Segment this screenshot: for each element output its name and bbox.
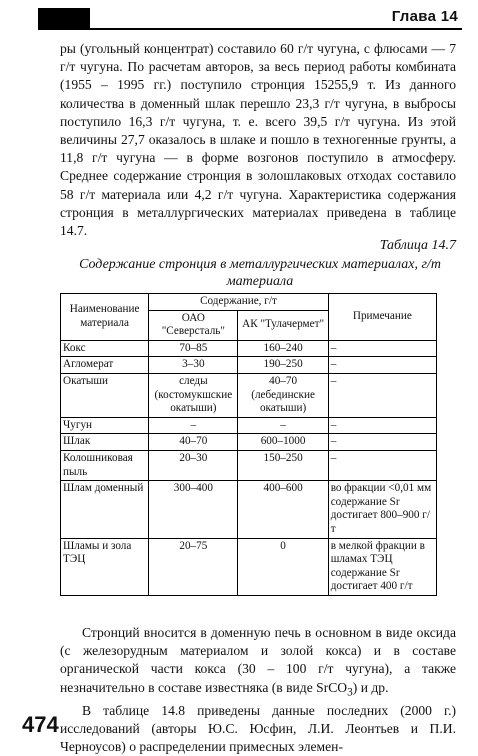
strontium-table bbox=[60, 293, 437, 596]
header-note: Примечание bbox=[328, 294, 436, 341]
material-cell: Кокс bbox=[61, 340, 149, 357]
value-cell: 0 bbox=[238, 538, 328, 595]
page-number: 474 bbox=[22, 712, 59, 737]
value-cell: 20–75 bbox=[149, 538, 238, 595]
value-cell: 300–400 bbox=[149, 481, 238, 538]
value-cell: 40–70 (лебединские окатыши) bbox=[238, 373, 328, 417]
header-severstal: ОАО "Северсталь" bbox=[149, 310, 238, 340]
paragraph-text: В таблице 14.8 приведены данные последних (2000 г.) исследований (авторы Ю.С. Юсфин, Л.И. Леонтьев и П.И. Черноусов) о распределении примесных элемен- bbox=[60, 702, 456, 754]
chapter-title: Глава 14 bbox=[391, 8, 458, 25]
value-cell: 160–240 bbox=[238, 340, 328, 357]
value-cell: следы (костомукшские окатыши) bbox=[149, 373, 238, 417]
subscript: 3 bbox=[347, 686, 353, 699]
value-cell: 20–30 bbox=[149, 450, 238, 480]
value-cell: 150–250 bbox=[238, 450, 328, 480]
material-cell: Шлам доменный bbox=[61, 481, 149, 538]
note-cell: – bbox=[328, 340, 436, 357]
page-header bbox=[38, 8, 456, 34]
header-material: Наименование материала bbox=[61, 294, 149, 341]
table-row bbox=[61, 434, 437, 451]
material-cell: Шлак bbox=[61, 434, 149, 451]
note-cell: во фракции <0,01 мм содержание Sr достигает 800–900 г/т bbox=[328, 481, 436, 538]
table-row bbox=[61, 450, 437, 480]
value-cell: 3–30 bbox=[149, 357, 238, 374]
value-cell: 70–85 bbox=[149, 340, 238, 357]
table-row bbox=[61, 373, 437, 417]
material-cell: Чугун bbox=[61, 417, 149, 434]
value-cell: 400–600 bbox=[238, 481, 328, 538]
paragraph-text-part2: ) и др. bbox=[352, 679, 389, 695]
material-cell: Агломерат bbox=[61, 357, 149, 374]
body-paragraph-1 bbox=[60, 40, 456, 240]
value-cell: 190–250 bbox=[238, 357, 328, 374]
paragraph-text-part1: Стронций вносится в доменную печь в основном в виде оксида (с железорудным материалом и золой кокса) и в составе органической части кокса (30 – 100 г/т чугуна), а также незначительно в составе известняка (в виде SrCO bbox=[60, 625, 456, 695]
value-cell: – bbox=[238, 417, 328, 434]
header-tulachermet: АК "Тулачермет" bbox=[238, 310, 328, 340]
table-caption: Содержание стронция в металлургических материалах, г/т материала bbox=[79, 257, 441, 289]
paragraph-text: ры (угольный концентрат) составило 60 г/т чугуна, с флюсами — 7 г/т чугуна. По расчетам авторов, за весь период работы комбината (1955 – 1995 гг.) поступило стронция 15255,9 т. Из данного количества в доменный шлак перешло 23,3 г/т чугуна, в выбросы поступило 16,3 г/т чугуна, т. е. всего 39,5 г/т чугуна. Из этой величины 27,7 оказалось в шлаке и пошло в техногенные грунты, а 11,8 г/т чугуна — в форме возгонов поступило в атмосферу. Среднее содержание стронция в золошлаковых отходах составило 58 г/т материала или 4,2 г/т чугуна. Характеристика содержания стронция в металлургических материалах приведена в таблице 14.7. bbox=[60, 41, 456, 239]
note-cell: – bbox=[328, 373, 436, 417]
table-number: Таблица 14.7 bbox=[379, 238, 456, 253]
header-content: Содержание, г/т bbox=[149, 294, 328, 311]
material-cell: Окатыши bbox=[61, 373, 149, 417]
note-cell: – bbox=[328, 357, 436, 374]
table-header-row bbox=[61, 294, 437, 311]
material-cell: Колошниковая пыль bbox=[61, 450, 149, 480]
material-cell: Шламы и зола ТЭЦ bbox=[61, 538, 149, 595]
value-cell: – bbox=[149, 417, 238, 434]
paragraph-text bbox=[60, 624, 456, 702]
value-cell: 40–70 bbox=[149, 434, 238, 451]
table-row bbox=[61, 340, 437, 357]
note-cell: – bbox=[328, 417, 436, 434]
table-row bbox=[61, 357, 437, 374]
note-cell: – bbox=[328, 450, 436, 480]
note-cell: – bbox=[328, 434, 436, 451]
value-cell: 600–1000 bbox=[238, 434, 328, 451]
table-row bbox=[61, 417, 437, 434]
header-rule bbox=[90, 28, 462, 30]
note-cell: в мелкой фракции в шламах ТЭЦ содержание Sr достигает 400 г/т bbox=[328, 538, 436, 595]
table-row bbox=[61, 481, 437, 538]
body-paragraph-2 bbox=[60, 624, 456, 756]
table-row bbox=[61, 538, 437, 595]
header-black-tab bbox=[38, 8, 90, 30]
